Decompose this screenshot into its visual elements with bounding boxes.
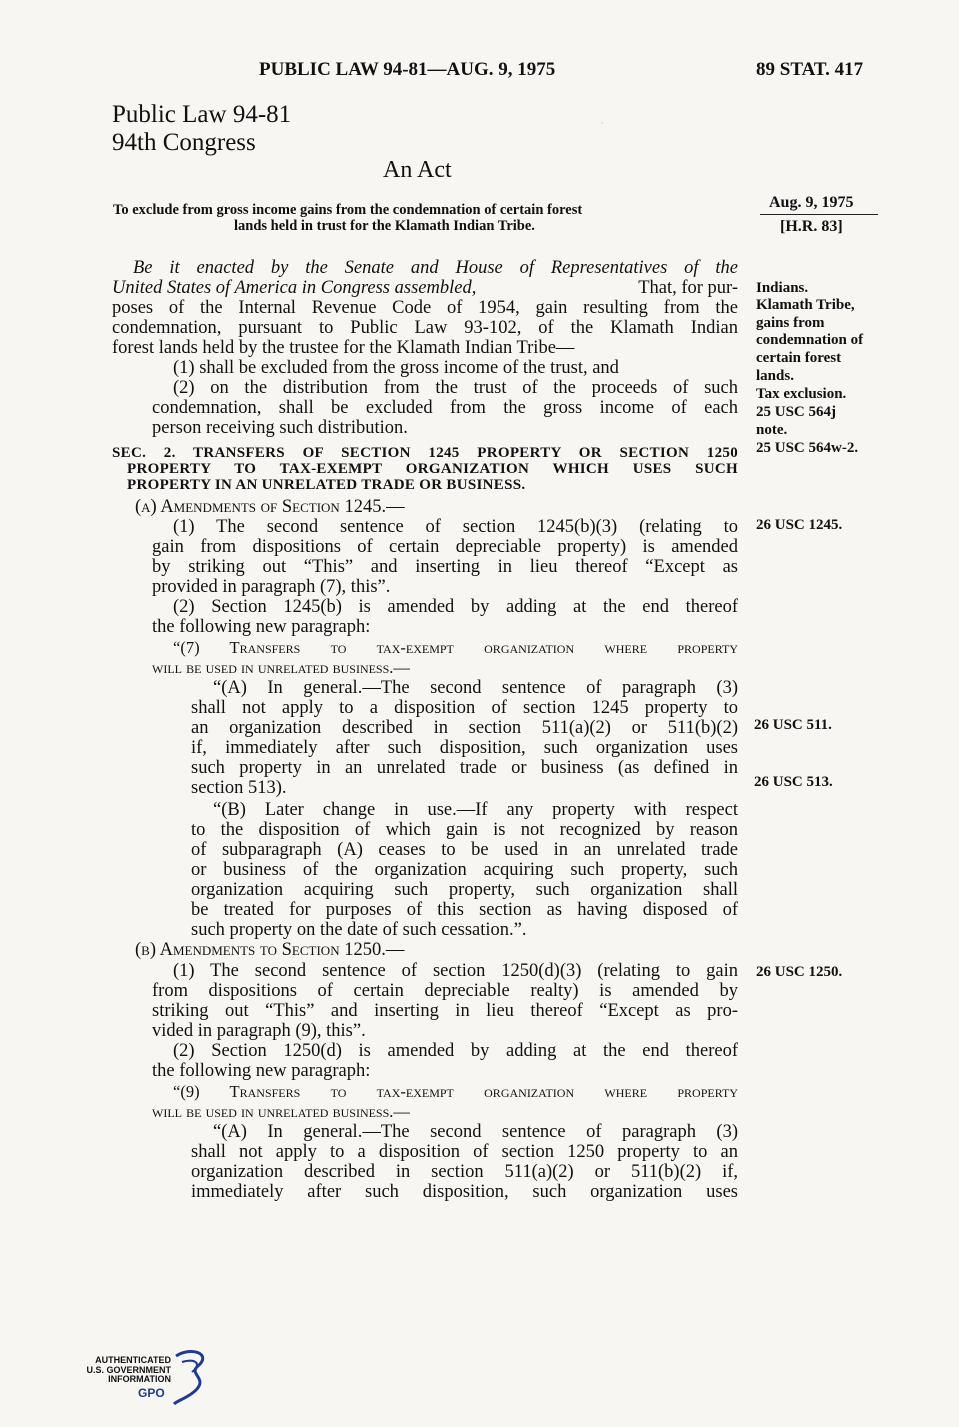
logo-line-2: U.S. GOVERNMENT bbox=[86, 1364, 171, 1375]
margin-note: 26 USC 1245. bbox=[756, 517, 843, 533]
b1-line-3: striking out “This” and inserting in lieu thereof “Except as pro- bbox=[152, 1001, 738, 1021]
enacting-para-2-line-3: person receiving such distribution. bbox=[152, 418, 408, 438]
margin-note: Klamath Tribe, bbox=[756, 297, 855, 313]
logo-line-1: AUTHENTICATED bbox=[95, 1355, 171, 1365]
para-7B-line-4: or business of the organization acquiring such property, such bbox=[191, 860, 738, 880]
margin-note: lands. bbox=[756, 368, 794, 384]
enacting-para-2-line-1: (2) on the distribution from the trust of the proceeds of such bbox=[173, 378, 738, 398]
enacting-line-5: forest lands held by the trustee for the Klamath Indian Tribe— bbox=[112, 338, 575, 358]
para-7-heading-line-1: “(7) Transfers to tax-exempt organization where property bbox=[173, 638, 738, 657]
act-title: An Act bbox=[383, 157, 452, 183]
margin-note: 26 USC 513. bbox=[754, 774, 833, 790]
purpose-line-2: lands held in trust for the Klamath Indian Tribe. bbox=[234, 218, 535, 234]
margin-note: certain forest bbox=[756, 350, 842, 366]
margin-note: gains from bbox=[756, 315, 825, 331]
para-9A-line-1: “(A) In general.—The second sentence of paragraph (3) bbox=[213, 1122, 738, 1142]
a1-line-3: by striking out “This” and inserting in lieu thereof “Except as bbox=[152, 557, 738, 577]
enacting-line-1-text: Be it enacted by the Senate and House of Representatives of the bbox=[133, 258, 738, 278]
a2-line-2: the following new paragraph: bbox=[152, 617, 371, 637]
gpo-label: GPO bbox=[138, 1386, 165, 1400]
b1-line-1: (1) The second sentence of section 1250(d)(3) (relating to gain bbox=[173, 961, 738, 981]
enacting-line-1 bbox=[133, 258, 738, 278]
section-2-heading-line-1: SEC. 2. TRANSFERS OF SECTION 1245 PROPERTY OR SECTION 1250 bbox=[112, 445, 738, 461]
congress-label: 94th Congress bbox=[112, 129, 256, 156]
a2-line-1: (2) Section 1245(b) is amended by adding at the end thereof bbox=[173, 597, 738, 617]
para-9-heading-line-1: “(9) Transfers to tax-exempt organization where property bbox=[173, 1082, 738, 1101]
margin-note: note. bbox=[756, 422, 788, 438]
enacting-para-2-line-2: condemnation, shall be excluded from the gross income of each bbox=[152, 398, 738, 418]
purpose-line-1: To exclude from gross income gains from the condemnation of certain forest bbox=[113, 202, 583, 218]
enacting-line-2-rest: That, for pur- bbox=[638, 278, 738, 298]
para-7A-line-4: if, immediately after such disposition, such organization uses bbox=[191, 738, 738, 758]
b2-line-1: (2) Section 1250(d) is amended by adding at the end thereof bbox=[173, 1041, 738, 1061]
para-7A-line-2: shall not apply to a disposition of section 1245 property to bbox=[191, 698, 738, 718]
a1-line-1: (1) The second sentence of section 1245(b)(3) (relating to bbox=[173, 517, 738, 537]
bill-number: [H.R. 83] bbox=[780, 218, 843, 235]
margin-note: condemnation of bbox=[756, 332, 864, 348]
margin-note: Tax exclusion. bbox=[756, 386, 847, 402]
margin-note: Indians. bbox=[756, 280, 809, 296]
enacting-line-4: condemnation, pursuant to Public Law 93-102, of the Klamath Indian bbox=[112, 318, 738, 338]
margin-note: 25 USC 564j bbox=[756, 404, 837, 420]
section-2-heading-line-3: PROPERTY IN AN UNRELATED TRADE OR BUSINESS. bbox=[127, 477, 526, 493]
para-7B-line-6: be treated for purposes of this section as having disposed of bbox=[191, 900, 738, 920]
b1-line-2: from dispositions of certain depreciable realty) is amended by bbox=[152, 981, 738, 1001]
para-7B-line-1: “(B) Later change in use.—If any property with respect bbox=[213, 800, 738, 820]
para-7B-line-7: such property on the date of such cessation.”. bbox=[191, 920, 527, 940]
para-7A-line-3: an organization described in section 511(a)(2) or 511(b)(2) bbox=[191, 718, 738, 738]
date-rule bbox=[760, 214, 878, 215]
enacting-line-3: poses of the Internal Revenue Code of 1954, gain resulting from the bbox=[112, 298, 738, 318]
running-header-right: 89 STAT. 417 bbox=[756, 59, 864, 80]
para-7A-line-6: section 513). bbox=[191, 778, 287, 798]
running-header-left: PUBLIC LAW 94-81—AUG. 9, 1975 bbox=[259, 59, 556, 80]
a1-line-2: gain from dispositions of certain depreciable property) is amended bbox=[152, 537, 738, 557]
para-9A-line-2: shall not apply to a disposition of section 1250 property to an bbox=[191, 1142, 738, 1162]
enacting-para-1: (1) shall be excluded from the gross income of the trust, and bbox=[173, 358, 619, 378]
para-9A-line-4: immediately after such disposition, such organization uses bbox=[191, 1182, 738, 1202]
para-7B-line-2: to the disposition of which gain is not recognized by reason bbox=[191, 820, 738, 840]
para-7A-line-5: such property in an unrelated trade or business (as defined in bbox=[191, 758, 738, 778]
bleed-through-text: . bbox=[600, 108, 605, 128]
public-law-number: Public Law 94-81 bbox=[112, 101, 292, 128]
a1-line-4: provided in paragraph (7), this”. bbox=[152, 577, 391, 597]
gpo-authentication-logo bbox=[76, 1348, 216, 1408]
b1-line-4: vided in paragraph (9), this”. bbox=[152, 1021, 366, 1041]
logo-line-3: INFORMATION bbox=[108, 1374, 171, 1384]
para-7A-line-1: “(A) In general.—The second sentence of paragraph (3) bbox=[213, 678, 738, 698]
eagle-swirl-icon bbox=[168, 1348, 216, 1408]
para-7B-line-5: organization acquiring such property, such organization shall bbox=[191, 880, 738, 900]
logo-text bbox=[76, 1356, 171, 1385]
margin-note: 26 USC 511. bbox=[754, 717, 832, 733]
approval-date: Aug. 9, 1975 bbox=[769, 194, 854, 211]
margin-note: 26 USC 1250. bbox=[756, 964, 843, 980]
para-9A-line-3: organization described in section 511(a)(2) or 511(b)(2) if, bbox=[191, 1162, 738, 1182]
enacting-line-2-italic: United States of America in Congress assembled, bbox=[112, 278, 477, 298]
b2-line-2: the following new paragraph: bbox=[152, 1061, 371, 1081]
subsection-a-heading: (a) Amendments of Section 1245.— bbox=[135, 497, 405, 517]
enacting-line-2 bbox=[112, 278, 738, 298]
subsection-b-heading: (b) Amendments to Section 1250.— bbox=[135, 940, 405, 960]
para-9-heading-line-2: will be used in unrelated business.— bbox=[152, 1102, 410, 1121]
para-7B-line-3: of subparagraph (A) ceases to be used in an unrelated trade bbox=[191, 840, 738, 860]
margin-note: 25 USC 564w-2. bbox=[756, 440, 859, 456]
section-2-heading-line-2: PROPERTY TO TAX-EXEMPT ORGANIZATION WHICH USES SUCH bbox=[127, 461, 738, 477]
para-7-heading-line-2: will be used in unrelated business.— bbox=[152, 658, 410, 677]
